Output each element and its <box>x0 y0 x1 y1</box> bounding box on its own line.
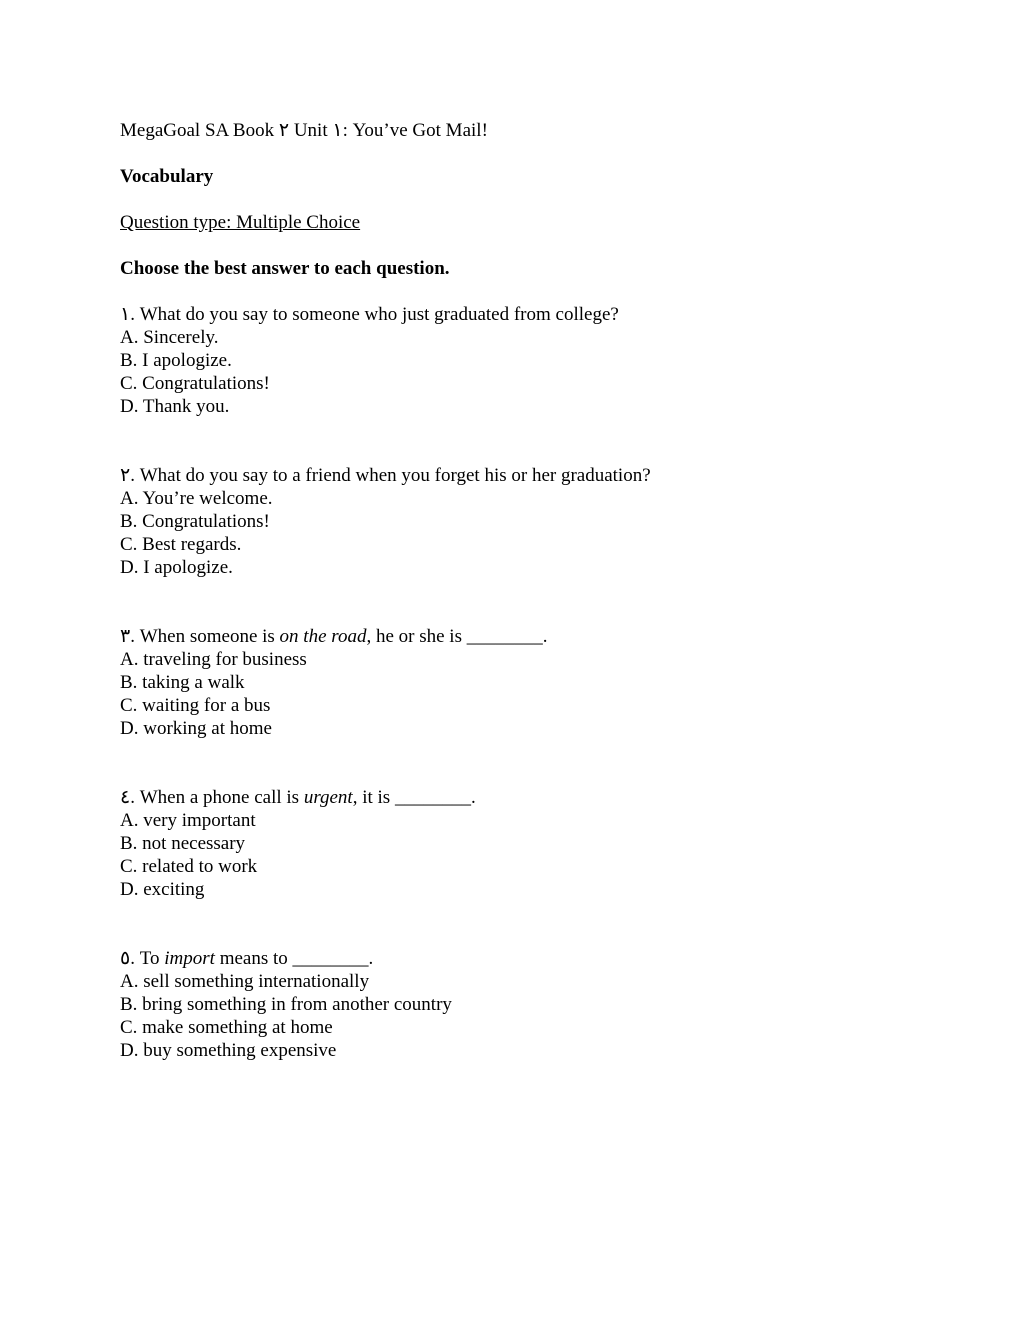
question-stem: ٥. To import means to ________. <box>120 948 374 969</box>
option-b: B. not necessary <box>120 833 246 854</box>
stem-text-before: When a phone call is <box>139 787 304 808</box>
option-d: D. exciting <box>120 879 205 900</box>
option-c: C. related to work <box>120 856 258 877</box>
question-5 <box>120 947 940 1062</box>
question-type-label: Question type: Multiple Choice <box>120 212 361 233</box>
stem-text-after: , it is ________. <box>352 787 476 808</box>
question-number: ٢ <box>120 465 131 486</box>
question-2 <box>120 464 940 579</box>
option-d: D. buy something expensive <box>120 1040 337 1061</box>
option-b: B. I apologize. <box>120 350 232 371</box>
option-a: A. You’re welcome. <box>120 488 273 509</box>
question-number: ١ <box>120 304 131 325</box>
stem-text-after: , he or she is ________. <box>366 626 548 647</box>
option-a: A. Sincerely. <box>120 327 219 348</box>
option-a: A. traveling for business <box>120 649 307 670</box>
option-b: B. Congratulations! <box>120 511 270 532</box>
question-number: ٤ <box>120 787 131 808</box>
stem-text: What do you say to someone who just graduated from college? <box>139 304 619 325</box>
option-c: C. Congratulations! <box>120 373 270 394</box>
option-c: C. Best regards. <box>120 534 242 555</box>
option-a: A. sell something internationally <box>120 971 370 992</box>
stem-text-before: To <box>139 948 165 969</box>
stem-text-before: When someone is <box>139 626 280 647</box>
option-d: D. I apologize. <box>120 557 233 578</box>
question-stem: ٣. When someone is on the road, he or she is ________. <box>120 626 548 647</box>
question-number: ٥ <box>120 948 131 969</box>
question-number: ٣ <box>120 626 131 647</box>
vocabulary-term: import <box>164 948 215 969</box>
question-stem: ٤. When a phone call is urgent, it is ________. <box>120 787 476 808</box>
question-4 <box>120 786 940 901</box>
document-page <box>120 119 940 1062</box>
question-stem: ١. What do you say to someone who just graduated from college? <box>120 304 619 325</box>
stem-text-after: means to ________. <box>214 948 374 969</box>
option-a: A. very important <box>120 810 256 831</box>
stem-text: What do you say to a friend when you forget his or her graduation? <box>139 465 651 486</box>
section-heading: Vocabulary <box>120 166 214 187</box>
vocabulary-term: on the road <box>279 626 367 647</box>
option-b: B. bring something in from another country <box>120 994 452 1015</box>
option-d: D. Thank you. <box>120 396 230 417</box>
document-title: MegaGoal SA Book ٢ Unit ١: You’ve Got Mail! <box>120 120 488 141</box>
question-3 <box>120 625 940 740</box>
option-c: C. make something at home <box>120 1017 333 1038</box>
option-b: B. taking a walk <box>120 672 245 693</box>
instructions: Choose the best answer to each question. <box>120 258 450 279</box>
vocabulary-term: urgent <box>303 787 353 808</box>
option-c: C. waiting for a bus <box>120 695 271 716</box>
question-stem: ٢. What do you say to a friend when you forget his or her graduation? <box>120 465 651 486</box>
question-1 <box>120 303 940 418</box>
option-d: D. working at home <box>120 718 272 739</box>
